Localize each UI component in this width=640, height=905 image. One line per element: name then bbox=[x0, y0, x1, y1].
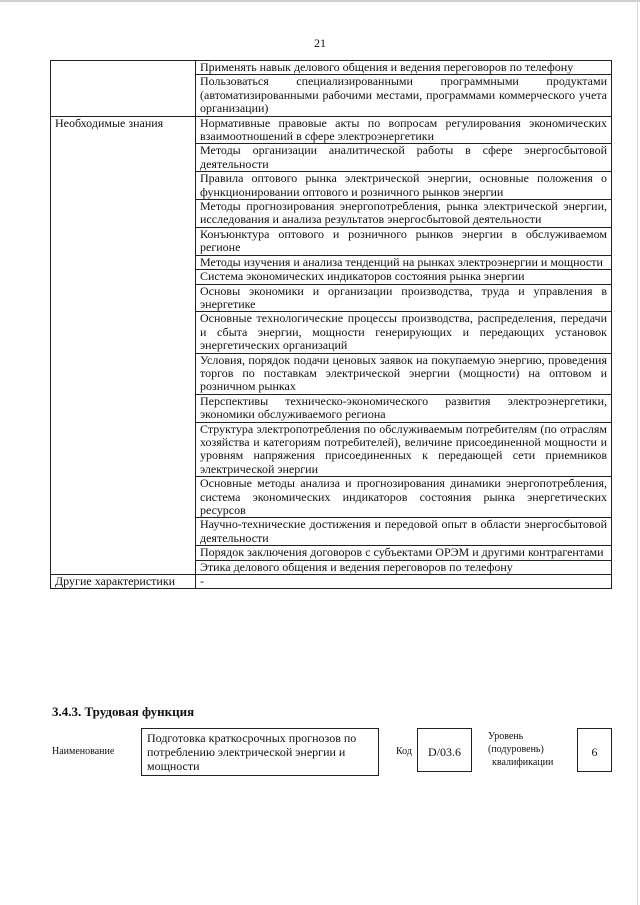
row-text: Перспективы техническо-экономического развития электроэнергетики, экономики обслуживаемого региона bbox=[196, 394, 612, 422]
table-row bbox=[51, 61, 612, 75]
page-top-edge bbox=[0, 0, 640, 2]
qualification-level-label bbox=[488, 730, 553, 769]
row-text: Научно-технические достижения и передовой опыт в области энергосбытовой деятельности bbox=[196, 518, 612, 546]
qualification-level-box: 6 bbox=[577, 728, 612, 772]
row-text: Система экономических индикаторов состояния рынка энергии bbox=[196, 270, 612, 284]
row-label bbox=[51, 61, 196, 117]
row-text: Методы организации аналитической работы в сфере энергосбытовой деятельности bbox=[196, 144, 612, 172]
labor-function-row bbox=[0, 726, 640, 786]
row-label-other-characteristics: Другие характеристики bbox=[51, 575, 196, 589]
row-text: Нормативные правовые акты по вопросам регулирования экономических взаимоотношений в сфере электроэнергетики bbox=[196, 116, 612, 144]
level-label-line-1: Уровень bbox=[488, 731, 524, 742]
row-text: - bbox=[196, 575, 612, 589]
section-title: 3.4.3. Трудовая функция bbox=[52, 704, 195, 719]
row-text: Применять навык делового общения и ведения переговоров по телефону bbox=[196, 61, 612, 75]
row-text: Условия, порядок подачи ценовых заявок на покупаемую энергию, проведения торгов по поставкам электрической энергии (мощности) на оптовом и розничном рынках bbox=[196, 353, 612, 394]
name-label: Наименование bbox=[52, 746, 115, 757]
row-text: Структура электропотребления по обслуживаемым потребителям (по отраслям хозяйства и категориям потребителей), величине присоединенной мощности и уровням напряжения присоединенных к передающей сети приемников электрической энергии bbox=[196, 422, 612, 477]
row-text: Этика делового общения и ведения переговоров по телефону bbox=[196, 560, 612, 574]
row-text: Конъюнктура оптового и розничного рынков энергии в обслуживаемом регионе bbox=[196, 227, 612, 255]
row-text: Основные технологические процессы производства, распределения, передачи и сбыта энергии, мощности генерирующих и передающих установок энергетических организаций bbox=[196, 312, 612, 353]
row-text: Основы экономики и организации производства, труда и управления в энергетике bbox=[196, 284, 612, 312]
row-text: Основные методы анализа и прогнозирования динамики энергопотребления, система экономических индикаторов состояния рынка энергетических ресурсов bbox=[196, 477, 612, 518]
row-text: Методы прогнозирования энергопотребления, рынка электрической энергии, исследования и анализа результатов энергосбытовой деятельности bbox=[196, 200, 612, 228]
page-number: 21 bbox=[314, 36, 326, 50]
row-text: Пользоваться специализированными программными продуктами (автоматизированными рабочими местами, программами коммерческого учета организации) bbox=[196, 75, 612, 116]
code-label: Код bbox=[396, 746, 412, 757]
level-label-line-2: (подуровень) bbox=[488, 744, 544, 755]
table-row bbox=[51, 116, 612, 144]
row-text: Порядок заключения договоров с субъектами ОРЭМ и другими контрагентами bbox=[196, 546, 612, 560]
level-label-line-3: квалификации bbox=[492, 757, 554, 768]
name-value-box: Подготовка краткосрочных прогнозов по потреблению электрической энергии и мощности bbox=[141, 728, 379, 776]
code-value-box: D/03.6 bbox=[417, 728, 472, 772]
row-text: Правила оптового рынка электрической энергии, основные положения о функционировании оптового и розничного рынков энергии bbox=[196, 172, 612, 200]
table-row bbox=[51, 575, 612, 589]
row-label-required-knowledge: Необходимые знания bbox=[51, 116, 196, 574]
row-text: Методы изучения и анализа тенденций на рынках электроэнергии и мощности bbox=[196, 255, 612, 269]
requirements-table bbox=[50, 60, 612, 589]
